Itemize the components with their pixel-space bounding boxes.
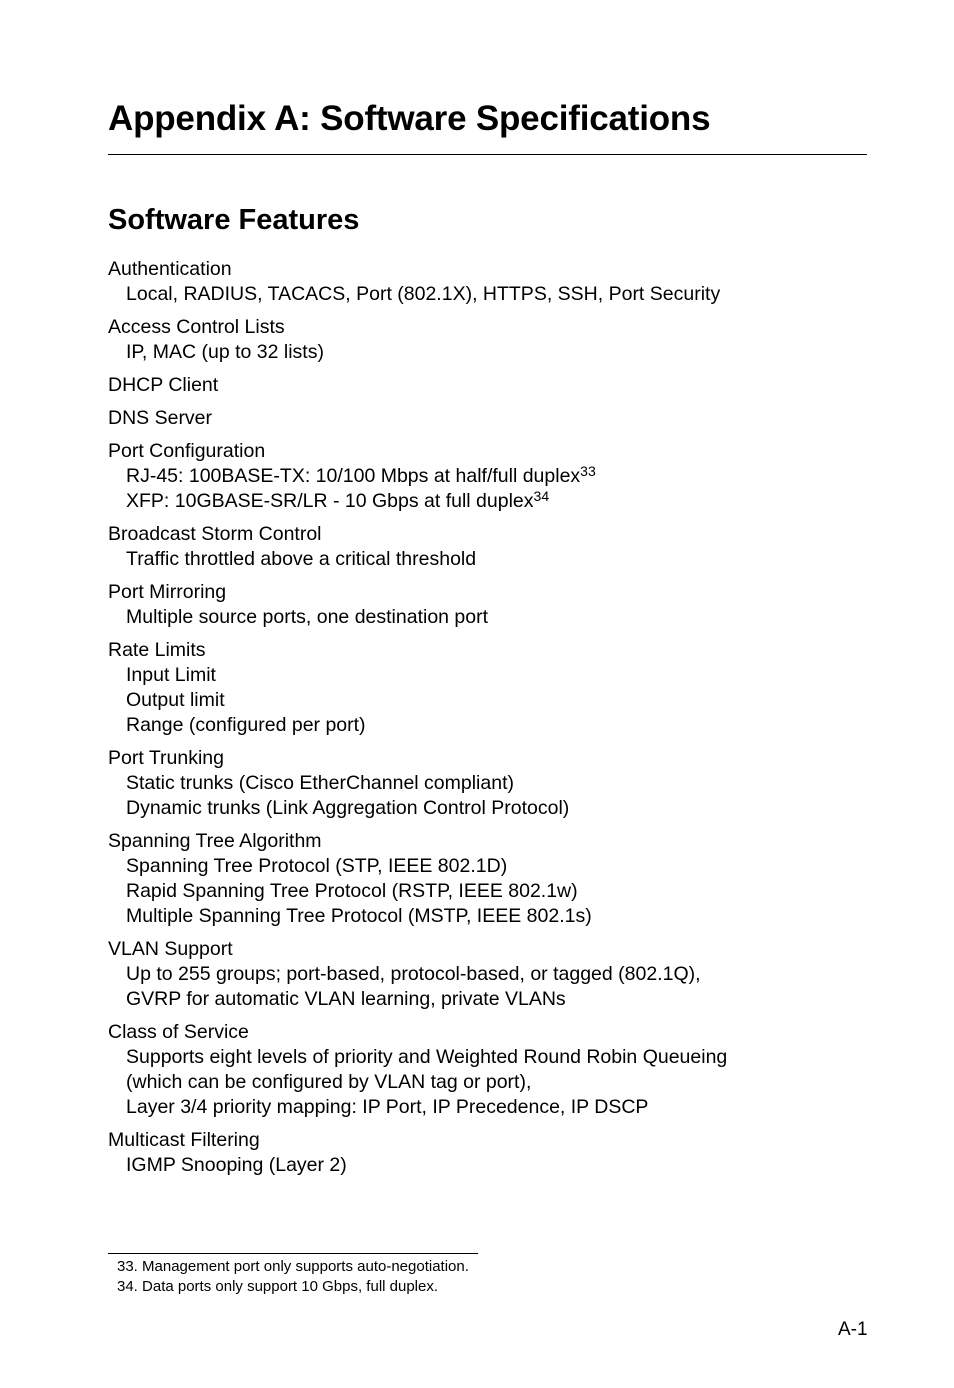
feature-detail-text: Static trunks (Cisco EtherChannel compliant) [126, 772, 514, 794]
feature-detail [108, 547, 868, 572]
feature-label: VLAN Support [108, 938, 233, 960]
feature-item [108, 829, 868, 929]
footnotes [117, 1257, 469, 1296]
feature-detail-text: Multiple source ports, one destination port [126, 606, 489, 628]
footnote-divider [108, 1253, 478, 1254]
feature-label: Multicast Filtering [108, 1129, 260, 1151]
feature-item [108, 580, 868, 630]
feature-label: Port Configuration [108, 440, 266, 462]
footnote: 33. Management port only supports auto-negotiation. [117, 1258, 469, 1275]
feature-detail-text: (which can be configured by VLAN tag or port), [126, 1071, 532, 1093]
feature-detail-text: Dynamic trunks (Link Aggregation Control Protocol) [126, 797, 570, 819]
feature-detail-text: Up to 255 groups; port-based, protocol-based, or tagged (802.1Q), [126, 963, 701, 985]
feature-label: Access Control Lists [108, 316, 285, 338]
feature-label: DNS Server [108, 407, 213, 429]
feature-detail-text: Traffic throttled above a critical threshold [126, 548, 477, 570]
feature-item [108, 1020, 868, 1120]
feature-detail [108, 771, 868, 796]
footnote-reference: 34 [533, 488, 550, 504]
feature-label: Authentication [108, 258, 232, 280]
feature-detail [108, 1153, 868, 1178]
feature-label: DHCP Client [108, 374, 219, 396]
feature-item [108, 746, 868, 821]
feature-detail [108, 663, 868, 688]
feature-item [108, 522, 868, 572]
feature-item [108, 315, 868, 365]
feature-detail [108, 489, 868, 514]
feature-detail-text: GVRP for automatic VLAN learning, private VLANs [126, 988, 566, 1010]
feature-detail [108, 879, 868, 904]
feature-detail [108, 904, 868, 929]
feature-detail [108, 1045, 868, 1070]
footnote: 34. Data ports only support 10 Gbps, full duplex. [117, 1277, 439, 1295]
feature-detail [108, 796, 868, 821]
feature-item [108, 638, 868, 738]
feature-detail-text: Input Limit [126, 664, 216, 686]
feature-item [108, 937, 868, 1012]
feature-detail [108, 854, 868, 879]
feature-detail [108, 688, 868, 713]
feature-detail [108, 340, 868, 365]
feature-list [108, 257, 868, 1186]
feature-detail-text: Layer 3/4 priority mapping: IP Port, IP Precedence, IP DSCP [126, 1096, 649, 1118]
feature-label: Class of Service [108, 1021, 249, 1043]
feature-detail-text: RJ-45: 100BASE-TX: 10/100 Mbps at half/full duplex [126, 465, 581, 487]
feature-item [108, 373, 868, 398]
feature-detail-text: Output limit [126, 689, 225, 711]
feature-detail [108, 605, 868, 630]
feature-item [108, 439, 868, 514]
feature-detail-text: Local, RADIUS, TACACS, Port (802.1X), HTTPS, SSH, Port Security [126, 283, 721, 305]
feature-detail-text: XFP: 10GBASE-SR/LR - 10 Gbps at full duplex [126, 490, 534, 512]
feature-detail [108, 282, 868, 307]
feature-detail-text: Multiple Spanning Tree Protocol (MSTP, IEEE 802.1s) [126, 905, 592, 927]
feature-label: Broadcast Storm Control [108, 523, 322, 545]
feature-detail-text: Rapid Spanning Tree Protocol (RSTP, IEEE 802.1w) [126, 880, 578, 902]
feature-detail [108, 1095, 868, 1120]
feature-item [108, 406, 868, 431]
feature-detail [108, 962, 868, 987]
feature-detail-text: Supports eight levels of priority and Weighted Round Robin Queueing [126, 1046, 728, 1068]
feature-label: Spanning Tree Algorithm [108, 830, 322, 852]
feature-detail-text: Spanning Tree Protocol (STP, IEEE 802.1D) [126, 855, 508, 877]
section-title: Software Features [108, 204, 360, 236]
feature-label: Port Mirroring [108, 581, 227, 603]
feature-item [108, 1128, 868, 1178]
feature-detail [108, 464, 868, 489]
page-title: Appendix A: Software Specifications [108, 99, 711, 138]
title-divider [108, 154, 867, 155]
feature-detail-text: Range (configured per port) [126, 714, 366, 736]
feature-label: Port Trunking [108, 747, 224, 769]
feature-item [108, 257, 868, 307]
feature-detail [108, 987, 868, 1012]
footnote-reference: 33 [580, 463, 596, 479]
feature-detail [108, 1070, 868, 1095]
page-number: A-1 [838, 1319, 868, 1340]
feature-detail-text: IP, MAC (up to 32 lists) [126, 341, 324, 363]
feature-label: Rate Limits [108, 639, 206, 661]
feature-detail [108, 713, 868, 738]
feature-detail-text: IGMP Snooping (Layer 2) [126, 1154, 347, 1176]
